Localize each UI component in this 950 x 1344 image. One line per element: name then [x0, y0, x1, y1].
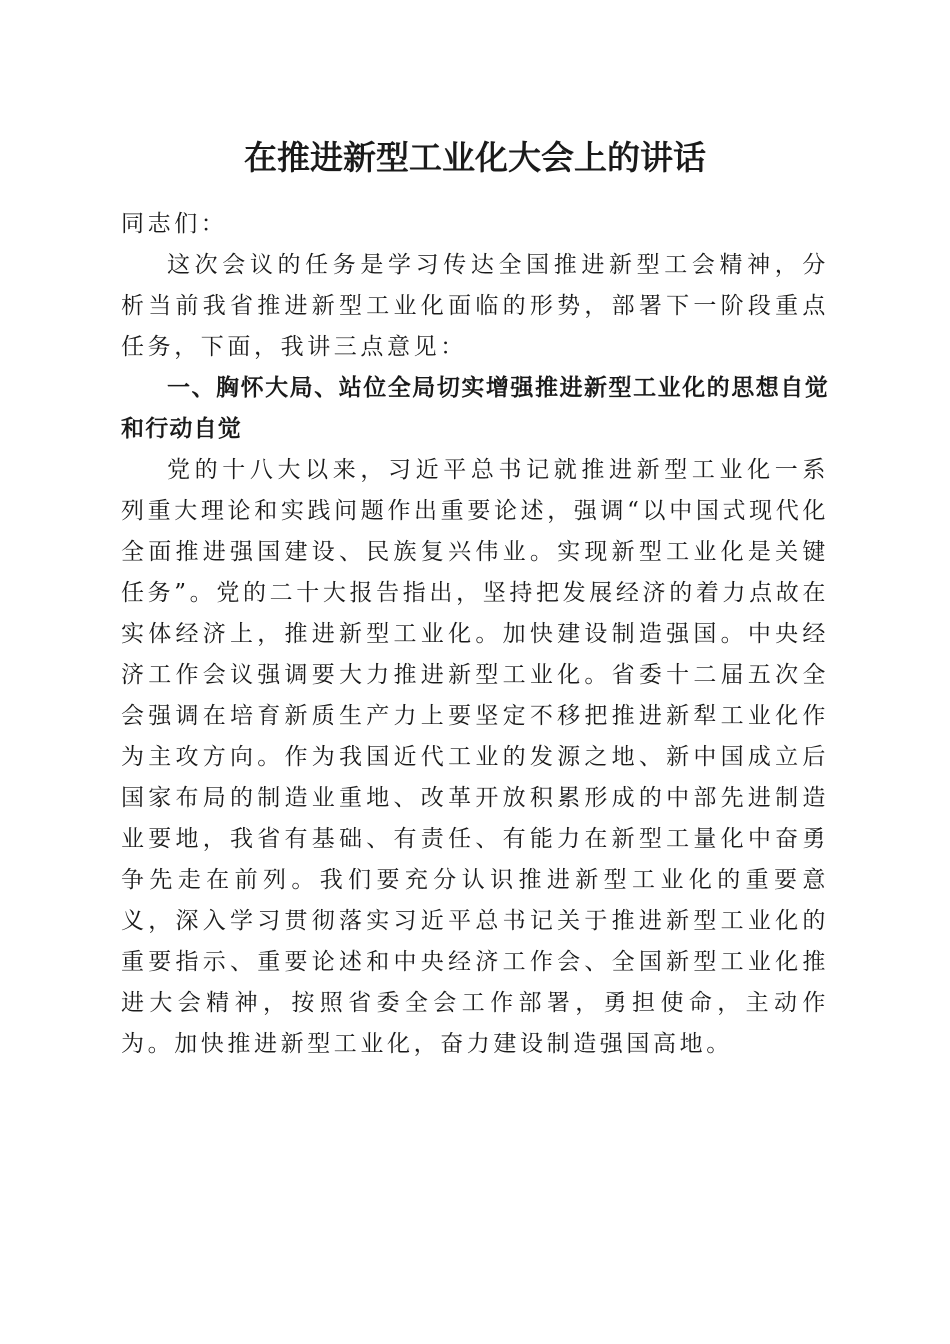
section-1-paragraph: 党的十八大以来，习近平总书记就推进新型工业化一系列重大理论和实践问题作出重要论述，强调“以中国式现代化全面推进强国建设、民族复兴伟业。实现新型工业化是关键任务”。党的二十大报告指出，坚持把发展经济的着力点故在实体经济上，推进新型工业化。加快建设制造强国。中央经济工作会议强调要大力推进新型工业化。省委十二届五次全会强调在培育新质生产力上要坚定不移把推进新犁工业化作为主攻方向。作为我国近代工业的发源之地、新中国成立后国家布局的制造业重地、改革开放积累形成的中部先进制造业要地，我省有基础、有责任、有能力在新型工量化中奋勇争先走在前列。我们要充分认识推进新型工业化的重要意义，深入学习贯彻落实习近平总书记关于推进新型工业化的重要指示、重要论述和中央经济工作会、全国新型工业化推进大会精神，按照省委全会工作部署，勇担使命，主动作为。加快推进新型工业化，奋力建设制造强国高地。 — [121, 457, 829, 1057]
intro-paragraph: 这次会议的任务是学习传达全国推进新型工会精神，分析当前我省推进新型工业化面临的形势，部署下一阶段重点任务，下面，我讲三点意见： — [121, 252, 829, 360]
greeting: 同志们： — [121, 211, 228, 237]
document-body — [121, 204, 829, 1065]
document-title: 在推进新型工业化大会上的讲话 — [244, 138, 706, 177]
section-1-heading: 一、胸怀大局、站位全局切实增强推进新型工业化的思想自觉和行动自觉 — [121, 375, 829, 442]
